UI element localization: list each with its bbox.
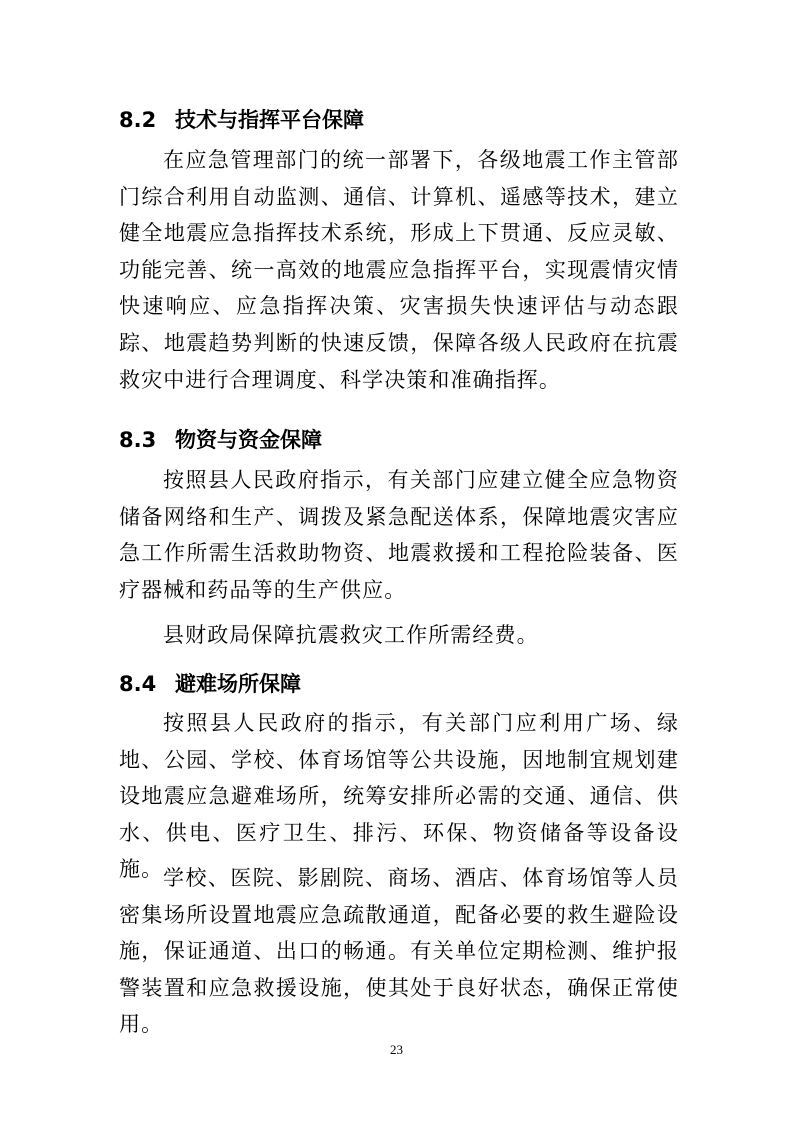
section-title: 物资与资金保障	[175, 428, 322, 452]
section-heading-8-4	[119, 664, 301, 704]
section-number: 8.3	[119, 428, 157, 452]
paragraph: 学校、医院、影剧院、商场、酒店、体育场馆等人员密集场所设置地震应急疏散通道，配备必要的救生避险设施，保证通道、出口的畅通。有关单位定期检测、维护报警装置和应急救援设施，使其处于良好状态，确保正常使用。	[119, 866, 679, 1037]
paragraph: 按照县人民政府指示，有关部门应建立健全应急物资储备网络和生产、调拨及紧急配送体系，保障地震灾害应急工作所需生活救助物资、地震救援和工程抢险装备、医疗器械和药品等的生产供应。	[119, 468, 679, 602]
section-heading-8-3	[119, 420, 322, 460]
section-title: 技术与指挥平台保障	[175, 108, 364, 132]
page-number: 23	[390, 1042, 403, 1057]
paragraph: 县财政局保障抗震救灾工作所需经费。	[163, 623, 539, 647]
paragraph: 在应急管理部门的统一部署下，各级地震工作主管部门综合利用自动监测、通信、计算机、遥感等技术，建立健全地震应急指挥技术系统，形成上下贯通、反应灵敏、功能完善、统一高效的地震应急指挥平台，实现震情灾情快速响应、应急指挥决策、灾害损失快速评估与动态跟踪、地震趋势判断的快速反馈，保障各级人民政府在抗震救灾中进行合理调度、科学决策和准确指挥。	[119, 148, 679, 392]
section-title: 避难场所保障	[175, 672, 301, 696]
section-number: 8.2	[119, 108, 157, 132]
section-number: 8.4	[119, 672, 157, 696]
paragraph: 按照县人民政府的指示，有关部门应利用广场、绿地、公园、学校、体育场馆等公共设施，因地制宜规划建设地震应急避难场所，统筹安排所必需的交通、通信、供水、供电、医疗卫生、排污、环保、物资储备等设备设施。	[119, 711, 679, 882]
section-heading-8-2	[119, 100, 364, 140]
